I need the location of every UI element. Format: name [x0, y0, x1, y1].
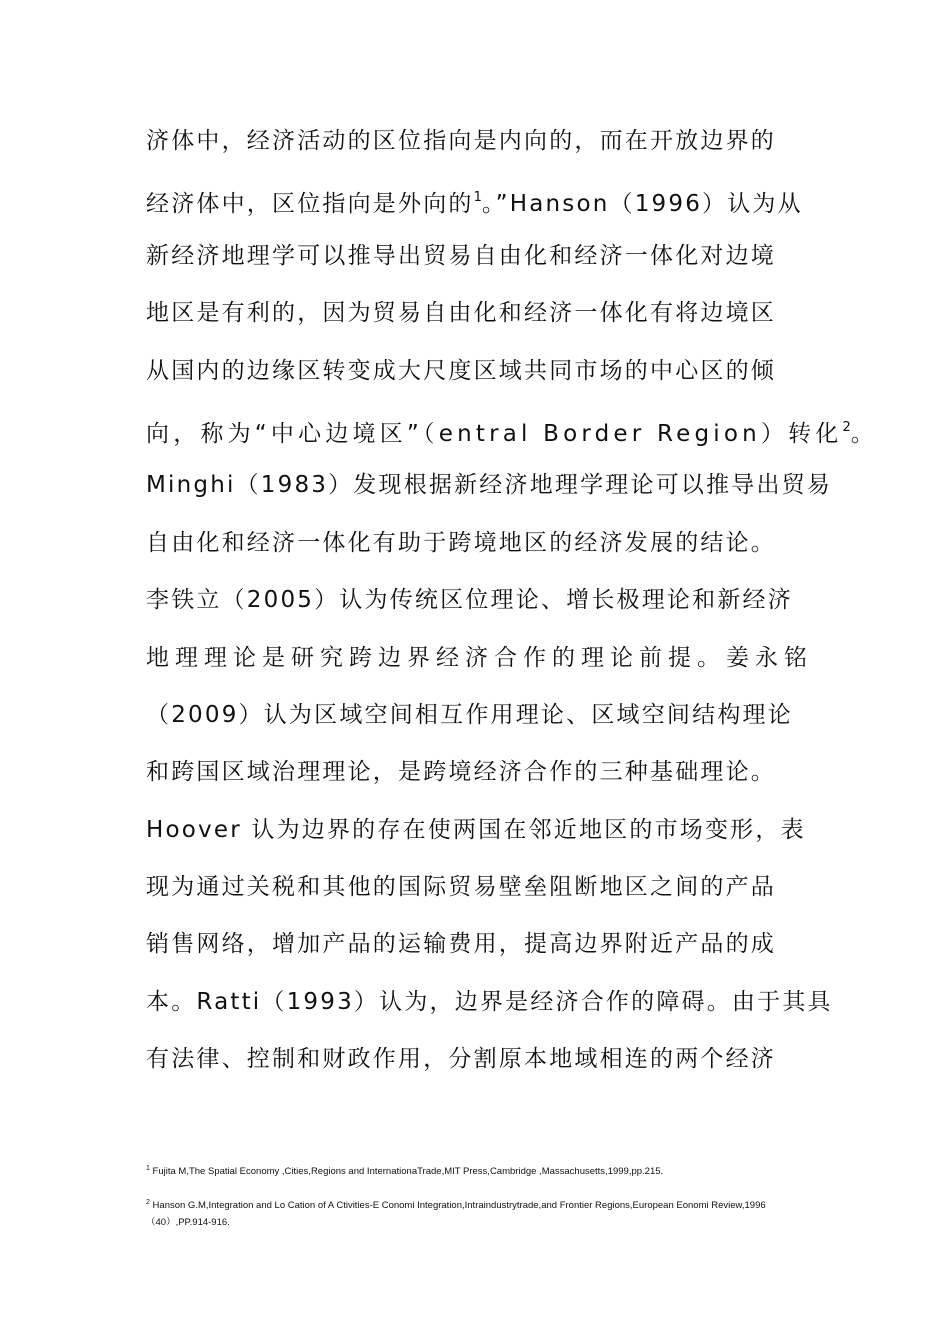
footnote-number: 1 — [146, 1165, 150, 1172]
text-line: 济体中，经济活动的区位指向是内向的，而在开放边界的 — [146, 128, 776, 154]
text-line: 有法律、控制和财政作用，分割原本地域相连的两个经济 — [146, 1046, 776, 1073]
footnote-number: 2 — [146, 1199, 150, 1206]
footnote-2 — [146, 1194, 806, 1231]
text-line: 自由化和经济一体化有助于跨境地区的经济发展的结论。 — [146, 529, 776, 556]
text-line: 向，称为“中心边境区”（entral Border Region）转化$^2$。 — [146, 419, 878, 447]
footnotes — [146, 1160, 806, 1245]
footnote-ref[interactable]: 2 — [842, 419, 851, 435]
text-line: 从国内的边缘区转变成大尺度区域共同市场的中心区的倾 — [146, 357, 776, 384]
text-line: 现为通过关税和其他的国际贸易壁垒阻断地区之间的产品 — [146, 874, 776, 901]
text-line: Hoover 认为边界的存在使两国在邻近地区的市场变形，表 — [146, 816, 806, 843]
text-line: 地理理论是研究跨边界经济合作的理论前提。姜永铭 — [146, 644, 813, 671]
text-line: 新经济地理学可以推导出贸易自由化和经济一体化对边境 — [146, 242, 776, 269]
text-line: 和跨国区域治理理论，是跨境经济合作的三种基础理论。 — [146, 759, 776, 786]
text-line: 经济体中，区位指向是外向的$^1$。”Hanson（1996）认为从 — [146, 190, 803, 218]
footnote-text: Fujita M,The Spatial Economy ,Cities,Regions and InternationaTrade,MIT Press,Cambridge ,Massachusetts,1999,pp.215. — [152, 1166, 664, 1177]
footnote-text: Hanson G.M,Integration and Lo Cation of A Ctivities-E Conomi Integration,Intraindustrytrade,and Frontier Regions,European Eonomi Review,1996 （40）,PP.914-916. — [146, 1200, 766, 1228]
text-line: 李铁立（2005）认为传统区位理论、增长极理论和新经济 — [146, 587, 793, 614]
text-line: （2009）认为区域空间相互作用理论、区域空间结构理论 — [146, 701, 793, 728]
footnote-ref[interactable]: 1 — [473, 190, 482, 206]
text-line: 销售网络，增加产品的运输费用，提高边界附近产品的成 — [146, 931, 776, 958]
text-line: 地区是有利的，因为贸易自由化和经济一体化有将边境区 — [146, 300, 776, 327]
body-text — [146, 118, 878, 1094]
text-line: Minghi（1983）发现根据新经济地理学理论可以推导出贸易 — [146, 472, 833, 499]
text-line: 本。Ratti（1993）认为，边界是经济合作的障碍。由于其具 — [146, 988, 833, 1015]
footnote-1 — [146, 1160, 806, 1180]
